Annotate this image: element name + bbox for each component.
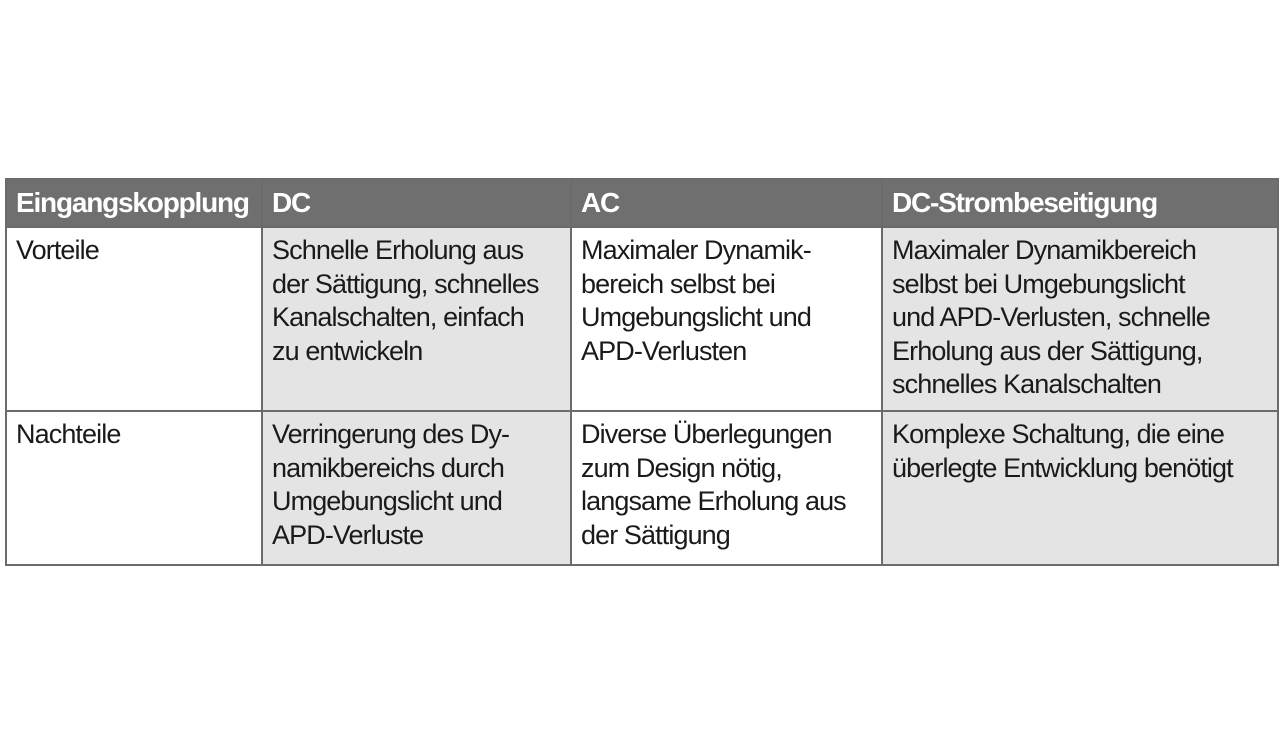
row-label-nachteile (6, 411, 262, 565)
cell-vorteile-ac (571, 227, 882, 411)
cell-nachteile-dc (262, 411, 571, 565)
header-ac: AC (571, 179, 882, 227)
coupling-comparison-table (5, 178, 1279, 566)
cell-text: Maximaler Dynamikbereich selbst bei Umgebungslicht und APD-Verlusten, schnelle Erholung aus der Sättigung, schnelles Kanalschalten (892, 235, 1210, 399)
header-dc-strombeseitigung: DC-Strombeseitigung (882, 179, 1278, 227)
cell-text: Maximaler Dynamik- bereich selbst bei Umgebungslicht und APD-Verlusten (581, 235, 811, 366)
row-label-text: Vorteile (16, 235, 99, 265)
cell-nachteile-dc-strombeseitigung (882, 411, 1278, 565)
cell-nachteile-ac (571, 411, 882, 565)
comparison-table-container (5, 178, 1277, 566)
row-label-text: Nachteile (16, 419, 121, 449)
table-header-row (6, 179, 1278, 227)
row-label-vorteile (6, 227, 262, 411)
cell-text: Schnelle Erholung aus der Sättigung, schnelles Kanalschalten, einfach zu entwickeln (272, 235, 539, 366)
cell-vorteile-dc (262, 227, 571, 411)
header-eingangskopplung: Eingangskopplung (6, 179, 262, 227)
table-row-vorteile (6, 227, 1278, 411)
cell-text: Verringerung des Dy- namikbereichs durch Umgebungslicht und APD-Verluste (272, 419, 510, 550)
header-dc: DC (262, 179, 571, 227)
cell-text: Komplexe Schaltung, die eine überlegte Entwicklung benötigt (892, 419, 1233, 483)
table-row-nachteile (6, 411, 1278, 565)
cell-text: Diverse Überlegungen zum Design nötig, langsame Erholung aus der Sättigung (581, 419, 846, 550)
cell-vorteile-dc-strombeseitigung (882, 227, 1278, 411)
